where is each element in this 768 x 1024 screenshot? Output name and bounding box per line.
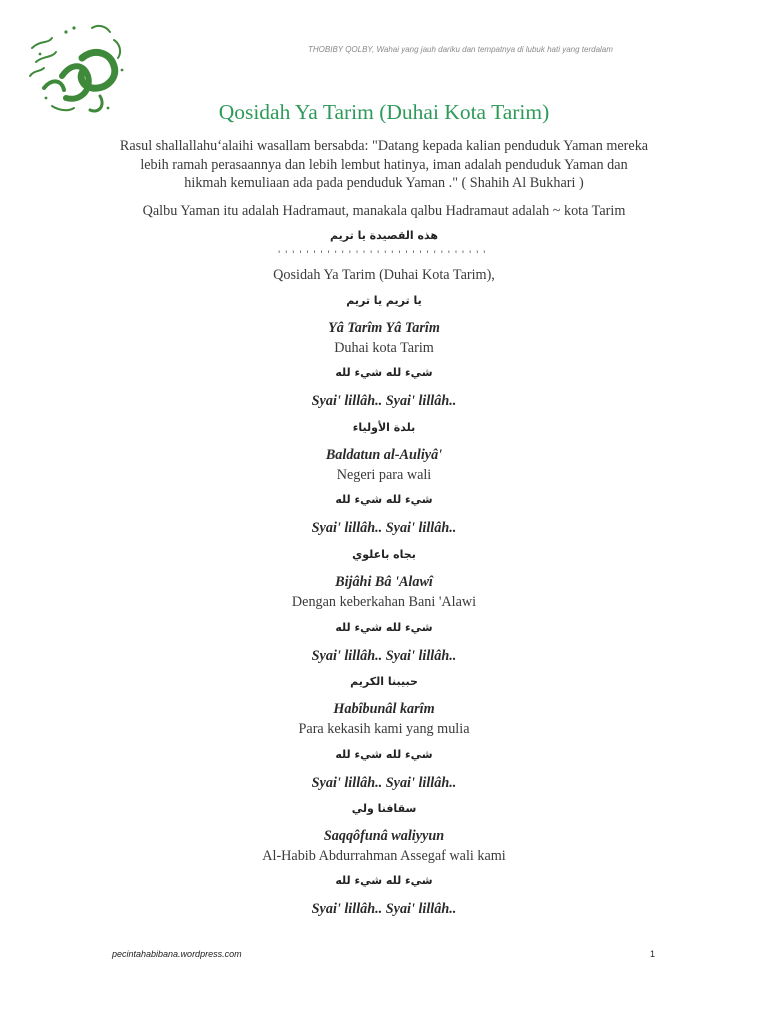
refrain-arabic: شيء لله شيء لله bbox=[335, 621, 433, 634]
refrain-transliteration: Syai' lillâh.. Syai' lillâh.. bbox=[311, 901, 457, 917]
refrain-arabic: شيء لله شيء لله bbox=[335, 748, 433, 761]
header-tagline: THOBIBY QOLBY, Wahai yang jauh dariku dan tempatnya di lubuk hati yang terdalam bbox=[308, 45, 613, 54]
stanza-arabic: سقافنا ولي bbox=[351, 802, 417, 815]
stanza-arabic: حبيبنا الكريم bbox=[350, 675, 418, 688]
stanza-arabic: بجاه باعلوي bbox=[352, 548, 416, 561]
qalbu-statement: Qalbu Yaman itu adalah Hadramaut, manakala qalbu Hadramaut adalah ~ kota Tarim bbox=[142, 203, 626, 219]
page-number: 1 bbox=[650, 949, 656, 959]
refrain-transliteration: Syai' lillâh.. Syai' lillâh.. bbox=[311, 775, 457, 791]
refrain-arabic: شيء لله شيء لله bbox=[335, 874, 433, 887]
stanza-meaning: Para kekasih kami yang mulia bbox=[298, 721, 470, 737]
intro-hadith: Rasul shallallahu‘alaihi wasallam bersabda: "Datang kepada kalian penduduk Yaman mereka lebih ramah perasaannya dan lebih lembut hatinya, iman adalah penduduk Yaman dan hikmah kemuliaan ada pada penduduk Yaman ." ( Shahih Al Bukhari ) bbox=[119, 138, 649, 191]
stanza-transliteration: Saqqôfunâ waliyyun bbox=[323, 828, 445, 844]
refrain-transliteration: Syai' lillâh.. Syai' lillâh.. bbox=[311, 520, 457, 536]
refrain-transliteration: Syai' lillâh.. Syai' lillâh.. bbox=[311, 393, 457, 409]
stanza-arabic: بلدة الأولياء bbox=[352, 421, 416, 434]
stanza-transliteration: Baldatun al-Auliyâ' bbox=[325, 447, 443, 463]
stanza-transliteration: Yâ Tarîm Yâ Tarîm bbox=[328, 320, 440, 336]
refrain-arabic: شيء لله شيء لله bbox=[335, 366, 433, 379]
stanza-meaning: Duhai kota Tarim bbox=[334, 340, 434, 356]
arabic-intro-line: هذه القصيدة يا تريم bbox=[330, 229, 438, 242]
stanza-arabic: يا تريم يا تريم bbox=[346, 294, 422, 307]
stanza-meaning: Dengan keberkahan Bani 'Alawi bbox=[291, 594, 477, 610]
page-title: Qosidah Ya Tarim (Duhai Kota Tarim) bbox=[218, 100, 550, 124]
stanza-meaning: Al-Habib Abdurrahman Assegaf wali kami bbox=[262, 848, 506, 864]
stanza-transliteration: Bijâhi Bâ 'Alawî bbox=[335, 574, 433, 590]
stanza-transliteration: Habîbunâl karîm bbox=[333, 701, 435, 717]
qosidah-subtitle: Qosidah Ya Tarim (Duhai Kota Tarim), bbox=[273, 267, 495, 283]
footer-website: pecintahabibana.wordpress.com bbox=[112, 949, 242, 959]
refrain-arabic: شيء لله شيء لله bbox=[335, 493, 433, 506]
refrain-transliteration: Syai' lillâh.. Syai' lillâh.. bbox=[311, 648, 457, 664]
stanza-meaning: Negeri para wali bbox=[336, 467, 432, 483]
dotted-separator: '''''''''''''''''''''''''''''' bbox=[277, 250, 491, 260]
